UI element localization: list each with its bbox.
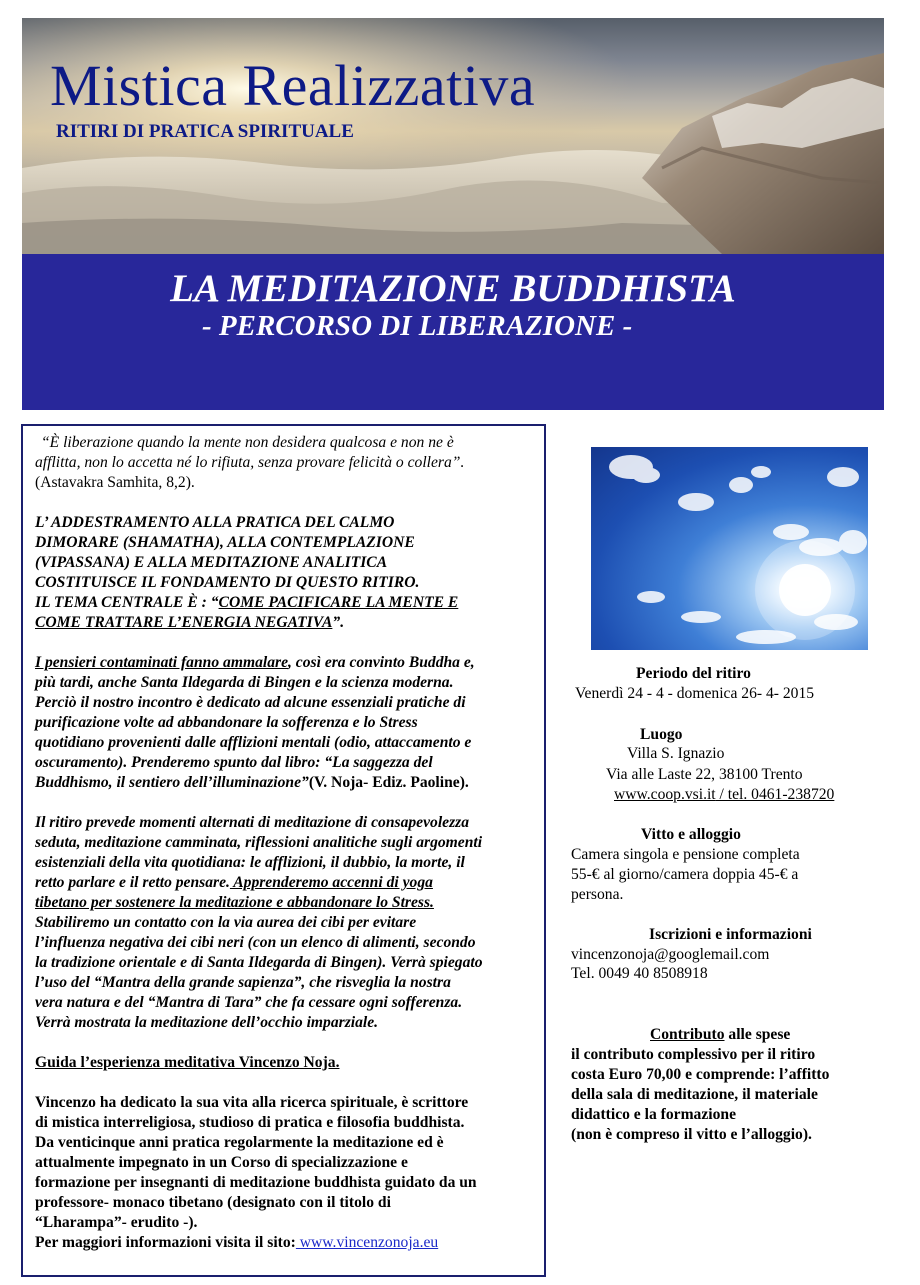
theme-text: COME PACIFICARE LA MENTE E: [218, 594, 459, 611]
p2-line: oscuramento). Prenderemo spunto dal libro: “La saggezza del: [35, 754, 433, 771]
signup-label: Iscrizioni e informazioni: [649, 926, 812, 943]
quote-line: afflitta, non lo accetta né lo rifiuta, senza provare felicità o collera”.: [35, 454, 465, 471]
contribution-label-rest: alle spese: [724, 1026, 791, 1043]
p3-line: esistenziali della vita quotidiana: le afflizioni, il dubbio, la morte, il: [35, 854, 465, 871]
bio-line: di mistica interreligiosa, studioso di pratica e filosofia buddhista.: [35, 1114, 465, 1131]
place-telephone: / tel. 0461-238720: [715, 786, 835, 803]
bio-line: Vincenzo ha dedicato la sua vita alla ricerca spirituale, è scrittore: [35, 1094, 469, 1111]
intro-line: DIMORARE (SHAMATHA), ALLA CONTEMPLAZIONE: [35, 534, 415, 551]
place-address: Via alle Laste 22, 38100 Trento: [606, 766, 803, 783]
food-line: 55-€ al giorno/camera doppia 45-€ a: [571, 866, 799, 883]
banner-title: LA MEDITAZIONE BUDDHISTA: [170, 267, 736, 310]
food-line: Camera singola e pensione completa: [571, 846, 800, 863]
intro-theme-line: [35, 593, 540, 613]
p3-line: Il ritiro prevede momenti alternati di meditazione di consapevolezza: [35, 814, 470, 831]
bio-line: formazione per insegnanti di meditazione buddhista guidato da un: [35, 1174, 477, 1191]
brand-subtitle: RITIRI DI PRATICA SPIRITUALE: [56, 121, 354, 142]
website-link[interactable]: www.vincenzonoja.eu: [295, 1234, 439, 1251]
p2-line: quotidiano provenienti dalle afflizioni mentali (odio, attaccamento e: [35, 734, 472, 751]
quote: [41, 433, 546, 453]
bio-line: Da venticinque anni pratica regolarmente la meditazione ed è: [35, 1134, 444, 1151]
signup-email[interactable]: vincenzonoja@googlemail.com: [571, 946, 770, 963]
food-label: Vitto e alloggio: [641, 826, 741, 843]
p2-line: purificazione volte ad abbandonare la sofferenza e lo Stress: [35, 714, 418, 731]
place-name: Villa S. Ignazio: [627, 745, 725, 762]
banner-subtitle: - PERCORSO DI LIBERAZIONE -: [202, 310, 633, 342]
intro-line: (VIPASSANA) E ALLA MEDITAZIONE ANALITICA: [35, 554, 388, 571]
p3-line: la tradizione orientale e di Santa Ildegarda di Bingen). Verrà spiegato: [35, 954, 483, 971]
p3-line4-underlined: Apprenderemo accenni di yoga: [229, 874, 433, 891]
p2-underlined: I pensieri contaminati fanno ammalare: [35, 654, 288, 671]
place-contact: [614, 785, 834, 805]
p3-line: seduta, meditazione camminata, riflessioni analitiche sugli argomenti: [35, 834, 483, 851]
description-box: [21, 424, 546, 1277]
contribution-line: (non è compreso il vitto e l’alloggio).: [571, 1126, 812, 1143]
theme-text-2: COME TRATTARE L’ENERGIA NEGATIVA: [35, 614, 333, 631]
bio-paragraph: [35, 1093, 540, 1253]
contribution-line: della sala di meditazione, il materiale: [571, 1086, 818, 1103]
p3-line: l’influenza negativa dei cibi neri (con un elenco di alimenti, secondo: [35, 934, 476, 951]
brand-title: Mistica Realizzativa: [50, 53, 536, 118]
bio-line: professore- monaco tibetano (designato con il titolo di: [35, 1194, 391, 1211]
title-banner: [22, 254, 884, 410]
p3-line4-plain: retto parlare e il retto pensare.: [35, 874, 230, 891]
contribution-line: il contributo complessivo per il ritiro: [571, 1046, 816, 1063]
intro-paragraph: [35, 513, 540, 633]
bio-line: attualmente impegnato in un Corso di specializzazione e: [35, 1154, 408, 1171]
p3-line: l’uso del “Mantra della grande sapienza”, che risveglia la nostra: [35, 974, 451, 991]
period-label: Periodo del ritiro: [636, 665, 751, 682]
quote-cont: [35, 453, 540, 473]
quote-source: (Astavakra Samhita, 8,2).: [35, 474, 195, 491]
quote-line: “È liberazione quando la mente non desidera qualcosa e non ne è: [41, 434, 454, 451]
food-line: persona.: [571, 886, 624, 903]
header-landscape-photo: [22, 18, 884, 254]
p3-line: Stabiliremo un contatto con la via aurea dei cibi per evitare: [35, 914, 417, 931]
p3-line5-underlined: tibetano per sostenere la meditazione e abbandonare lo Stress.: [35, 894, 434, 911]
p2-book-title: Buddhismo, il sentiero dell’illuminazione”: [35, 774, 309, 791]
p2-first-rest: , così era convinto Buddha e,: [288, 654, 475, 671]
contaminated-thoughts-paragraph: [35, 653, 540, 793]
contribution-line: didattico e la formazione: [571, 1106, 736, 1123]
retreat-program-paragraph: [35, 813, 540, 1033]
period-value: Venerdì 24 - 4 - domenica 26- 4- 2015: [575, 685, 815, 702]
contribution-label: [650, 1025, 790, 1045]
intro-line: L’ ADDESTRAMENTO ALLA PRATICA DEL CALMO: [35, 514, 395, 531]
p2-line: Perciò il nostro incontro è dedicato ad alcune essenziali pratiche di: [35, 694, 466, 711]
p2-book-publisher: (V. Noja- Ediz. Paoline).: [308, 774, 469, 791]
signup-telephone: Tel. 0049 40 8508918: [571, 965, 708, 982]
place-label: Luogo: [640, 726, 683, 743]
bio-site-label: Per maggiori informazioni visita il sito:: [35, 1234, 296, 1251]
sky-clouds-image: [591, 447, 868, 650]
bio-line: “Lharampa”- erudito -).: [35, 1214, 198, 1231]
place-website-link[interactable]: www.coop.vsi.it: [614, 786, 716, 803]
contribution-line: costa Euro 70,00 e comprende: l’affitto: [571, 1066, 830, 1083]
p3-line: vera natura e del “Mantra di Tara” che fa cessare ogni sofferenza.: [35, 994, 463, 1011]
intro-line: COSTITUISCE IL FONDAMENTO DI QUESTO RITIRO.: [35, 574, 420, 591]
p3-line: Verrà mostrata la meditazione dell’occhio imparziale.: [35, 1014, 379, 1031]
theme-end: ”.: [332, 614, 345, 631]
intro-theme-prefix: IL TEMA CENTRALE È : “: [35, 594, 219, 611]
guide-heading: Guida l’esperienza meditativa Vincenzo Noja.: [35, 1054, 340, 1071]
sky-sun-photo: [591, 447, 868, 650]
contribution-label-underlined: Contributo: [650, 1026, 725, 1043]
p2-line: più tardi, anche Santa Ildegarda di Bingen e la scienza moderna.: [35, 674, 454, 691]
